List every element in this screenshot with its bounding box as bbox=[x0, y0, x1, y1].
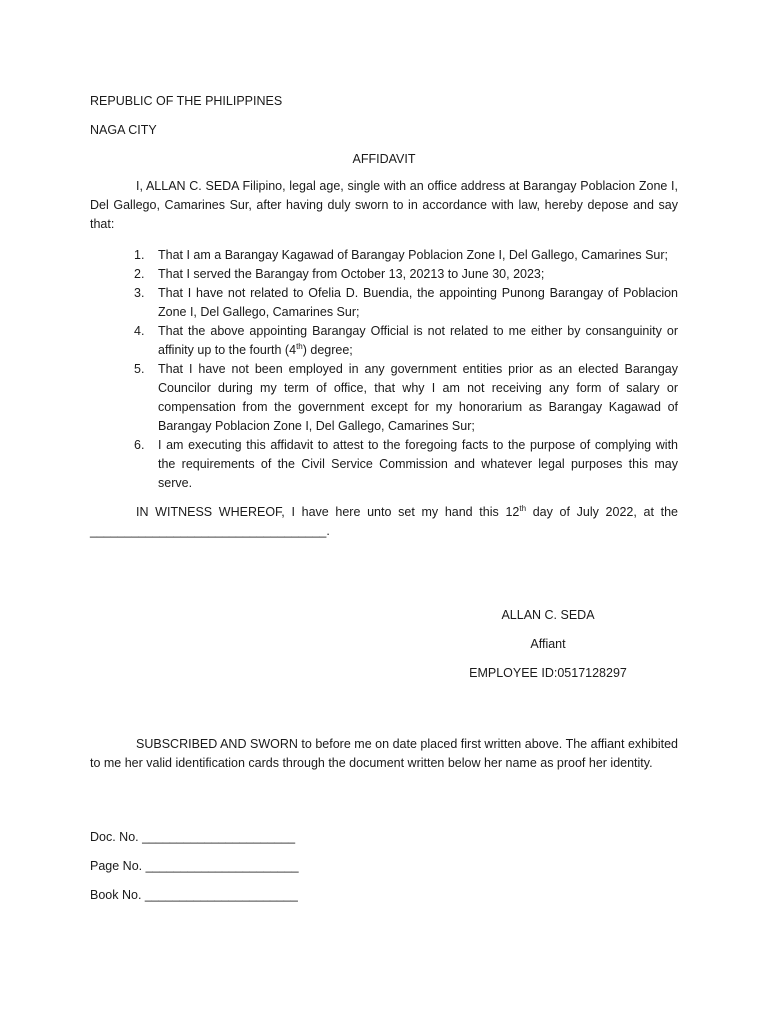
item-text: I am executing this affidavit to attest to the foregoing facts to the purpose of complying with the requirements of the Civil Service Commission and whatever legal purposes this may serve. bbox=[158, 438, 678, 490]
statement-list bbox=[90, 246, 678, 493]
list-item bbox=[90, 436, 678, 493]
item-number: 2. bbox=[134, 267, 145, 281]
page-number-line: Page No. ______________________ bbox=[90, 859, 299, 873]
item-number: 1. bbox=[134, 248, 145, 262]
affiant-name: ALLAN C. SEDA bbox=[501, 608, 595, 622]
list-item bbox=[90, 265, 678, 284]
list-item bbox=[90, 284, 678, 322]
item-number: 4. bbox=[134, 324, 145, 338]
item-text: That I have not been employed in any government entities prior as an elected Barangay Councilor during my term of office, that why I am not receiving any form of salary or compensation from the government except for my honorarium as Barangay Kagawad of Barangay Poblacion Zone I, Del Gallego, Camarines Sur; bbox=[158, 362, 678, 433]
item-number: 3. bbox=[134, 286, 145, 300]
list-item bbox=[90, 360, 678, 436]
header-republic: REPUBLIC OF THE PHILIPPINES bbox=[90, 94, 283, 108]
list-item bbox=[90, 322, 678, 360]
list-item bbox=[90, 246, 678, 265]
item-text-end: ) degree; bbox=[302, 343, 353, 357]
affiant-role: Affiant bbox=[530, 637, 566, 651]
item-text: That the above appointing Barangay Official is not related to me either by consanguinity or affinity up to the fourth (4 bbox=[158, 324, 678, 357]
notarial-registry bbox=[90, 828, 299, 915]
item-text: That I am a Barangay Kagawad of Barangay Poblacion Zone I, Del Gallego, Camarines Sur; bbox=[158, 248, 669, 262]
intro-paragraph: I, ALLAN C. SEDA Filipino, legal age, single with an office address at Barangay Poblacion Zone I, Del Gallego, Camarines Sur, after having duly sworn to in accordance with law, hereby depose and say that: bbox=[90, 179, 678, 231]
witness-paragraph bbox=[90, 503, 678, 541]
ordinal-suffix: th bbox=[296, 341, 303, 351]
signature-block bbox=[444, 606, 652, 693]
item-text: That I served the Barangay from October 13, 20213 to June 30, 2023; bbox=[158, 267, 545, 281]
affidavit-body bbox=[90, 92, 678, 541]
header-city: NAGA CITY bbox=[90, 123, 157, 137]
jurat-paragraph: SUBSCRIBED AND SWORN to before me on date placed first written above. The affiant exhibited to me her valid identification cards through the document written below her name as proof her identity. bbox=[90, 736, 678, 770]
item-text: That I have not related to Ofelia D. Buendia, the appointing Punong Barangay of Poblacion Zone I, Del Gallego, Camarines Sur; bbox=[158, 286, 678, 319]
doc-number-line: Doc. No. ______________________ bbox=[90, 830, 296, 844]
ordinal-suffix: th bbox=[519, 503, 527, 513]
item-number: 5. bbox=[134, 362, 145, 376]
witness-text: IN WITNESS WHEREOF, I have here unto set my hand this 12 bbox=[136, 505, 520, 519]
book-number-line: Book No. ______________________ bbox=[90, 888, 298, 902]
witness-text-end: day of July 2022, at the __________________________________. bbox=[90, 505, 678, 538]
document-title: AFFIDAVIT bbox=[352, 152, 416, 166]
item-number: 6. bbox=[134, 438, 145, 452]
employee-id: EMPLOYEE ID:0517128297 bbox=[469, 666, 627, 680]
